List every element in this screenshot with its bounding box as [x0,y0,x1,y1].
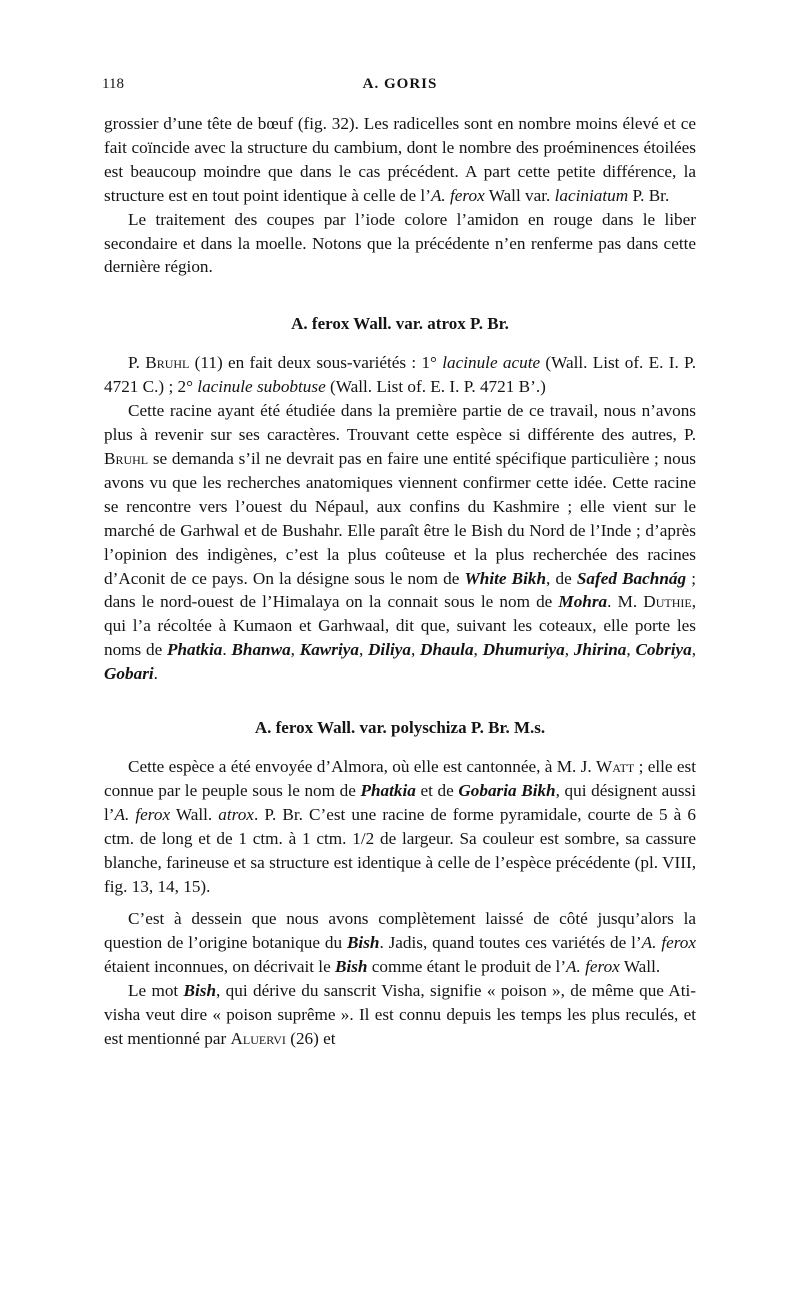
text-run: et de [415,780,459,800]
vernacular-name: Safed Bachnág [576,568,687,588]
paragraph-1 [104,112,696,208]
author-name: Duthie [643,592,692,612]
vernacular-name: Bish [183,981,217,1001]
text-run: Wall. [170,804,219,824]
text-run: , [290,640,300,660]
text-run: (26) et [285,1029,336,1048]
vernacular-name: Bhanwa [231,640,291,660]
paragraph-2 [104,208,696,280]
text-run: se demanda s’il ne devrait pas en faire une entité spécifique particulière ; nous avons vu que les recherches anatomiques viennent confirmer cette idée. Cette racine se rencontre vers l’ouest du Népaul, aux confins du Kashmire ; elle vient sur le marché de Garhwal et de Bushahr. Elle paraît être le Bish du Nord de l’Inde ; d’après l’opinion des indigènes, c’est la plus coûteuse et la plus recherchée des racines d’Aconit de ce pays. On la désigne sous le nom de [104,448,696,588]
heading-text: P. Br. M.s. [466,718,546,738]
variety-name: atrox [218,804,254,824]
heading-species: A. ferox [291,314,350,334]
vernacular-name: Mohra [558,592,608,612]
author-name: Bruhl [104,448,149,468]
species-name: A. ferox [566,957,620,977]
heading-variety: polyschiza [391,718,467,738]
text-run: , [626,640,636,660]
vernacular-name: White Bikh [464,568,547,588]
species-name: A. ferox [114,804,171,824]
author-name: Aluervi [230,1029,286,1048]
text-run: , [410,640,421,660]
subvariety-name: lacinule acute [442,353,541,373]
text-run: . Jadis, quand toutes ces variétés de l’ [379,933,642,953]
text-run: . M. [607,592,644,612]
text-run: Le traitement des coupes par l’iode colore l’amidon en rouge dans le liber secondaire et dans la moelle. Notons que la précédente n’en renferme pas dans cette dernière région. [104,209,696,277]
vernacular-name: Kawriya [299,640,359,660]
variety-name: laciniatum [554,185,629,205]
text-column [104,112,696,1051]
text-run: . [222,640,232,660]
author-name: Watt [596,757,635,777]
section-heading-polyschiza [104,716,696,740]
text-run: , [564,640,574,660]
vernacular-name: Bish [346,933,380,953]
text-run: étaient inconnues, on décrivait le [104,957,335,977]
text-run: , [358,640,369,660]
paragraph-4 [104,399,696,686]
text-run: Cette racine ayant été étudiée dans la première partie de ce travail, nous n’avons plus à revenir sur ses caractères. Trouvant cette espèce si différente des autres, P. [104,401,696,445]
text-run: , qui désignent aussi l’ [104,780,696,824]
paragraph-7 [104,979,696,1051]
text-run: , de [546,568,577,588]
text-run: P. [128,353,146,373]
vernacular-name: Phatkia [360,780,416,800]
text-run: , [691,640,697,660]
text-run: . P. Br. C’est une racine de forme pyramidale, courte de 5 à 6 ctm. de long et de 1 ctm. à 1 ctm. 1/2 de largeur. Sa couleur est sombre, sa cassure blanche, farineuse et sa structure est identique à celle de l’espèce précédente (pl. VIII, fig. 13, 14, 15). [104,804,696,896]
text-run: C’est à dessein que nous avons complètement laissé de côté jusqu’alors la question de l’origine botanique du [104,909,696,953]
text-run: , qui l’a récoltée à Kumaon et Garhwaal, dit que, suivant les coteaux, elle porte les noms de [104,592,696,660]
text-run: (11) en fait deux sous-variétés : 1° [189,353,443,373]
vernacular-name: Bish [335,957,368,977]
text-run: comme étant le produit de l’ [367,957,567,977]
species-name: A. ferox [430,185,485,205]
vernacular-name: Dhumuriya [482,640,565,660]
vernacular-name: Jhirina [573,640,627,660]
text-run: ; elle est connue par le peuple sous le nom de [104,757,696,800]
text-run: , qui dérive du sanscrit Visha, signifie « poison », de même que Ati-visha veut dire « poison suprême ». Il est connu depuis les temps les plus reculés, et est mentionné par [104,981,697,1048]
vernacular-name: Cobriya [635,640,692,660]
running-head [100,76,700,100]
heading-text: P. Br. [465,314,509,334]
section-heading-atrox [104,312,696,336]
text-run: Cette espèce a été envoyée d’Almora, où elle est cantonnée, à M. J. [128,757,597,777]
page-number: 118 [102,76,124,92]
text-run: P. Br. [628,185,670,205]
heading-text: Wall. var. [349,314,428,334]
text-run: Le mot [128,981,184,1001]
species-name: A. ferox [641,933,696,953]
heading-text: Wall. var. [313,718,392,738]
text-run: (Wall. List of. E. I. P. 4721 B’.) [325,377,546,397]
text-run: Wall var. [484,185,555,205]
vernacular-name: Gobari [104,664,154,684]
vernacular-name: Gobaria Bikh [458,780,556,800]
author-name: Bruhl [145,353,190,373]
text-run: , [473,640,483,660]
running-title: A. GORIS [362,76,438,92]
text-run: Wall. [619,957,661,977]
text-run: ; dans le nord-ouest de l’Himalaya on la connait sous le nom de [104,568,696,612]
heading-species: A. ferox [254,718,314,738]
text-run: . [153,664,158,684]
heading-variety: atrox [427,314,466,334]
paragraph-5 [104,755,696,898]
text-run: (Wall. List of. E. I. P. 4721 C.) ; 2° [104,353,696,397]
paragraph-gap [104,898,696,907]
vernacular-name: Phatkia [166,640,223,660]
subvariety-name: lacinule subobtuse [197,377,326,397]
vernacular-name: Diliya [368,640,411,660]
paragraph-6 [104,907,696,979]
paragraph-3 [104,351,696,399]
vernacular-name: Dhaula [420,640,474,660]
text-run: grossier d’une tête de bœuf (fig. 32). Les radicelles sont en nombre moins élevé et ce fait coïncide avec la structure du cambium, dont le nombre des proéminences étoilées est beaucoup moindre que dans le cas précédent. A part cette petite différence, la structure est en tout point identique à celle de l’ [104,114,696,205]
